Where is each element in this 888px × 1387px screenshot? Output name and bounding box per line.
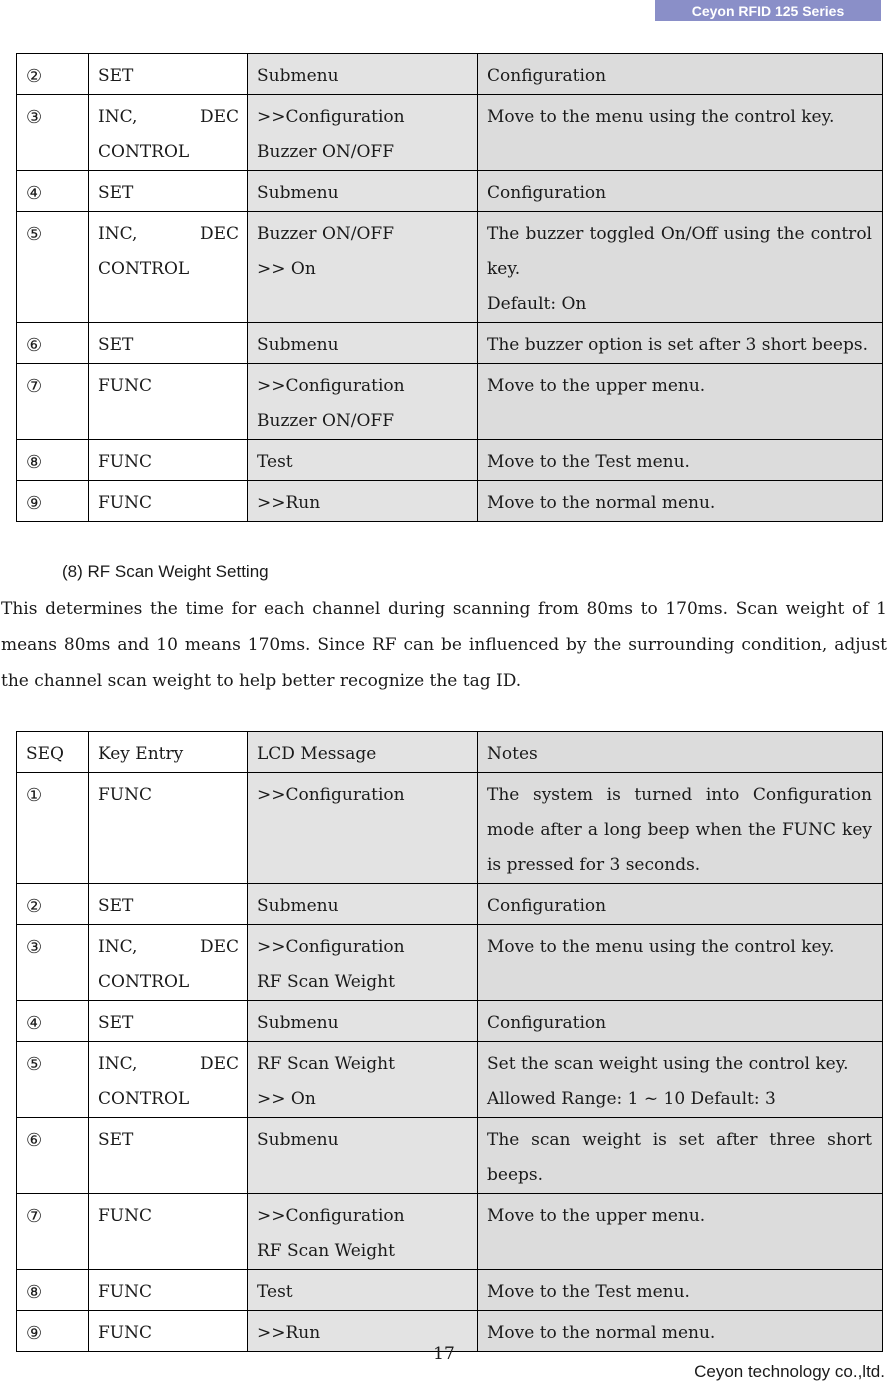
table-row xyxy=(17,212,883,323)
cell-line: SET xyxy=(98,896,134,916)
lcd-message-cell xyxy=(248,884,478,925)
cell-line: Test xyxy=(257,1282,293,1302)
seq-cell: ④ xyxy=(17,171,89,212)
cell-line: Move to the normal menu. xyxy=(487,1323,716,1343)
cell-line: CONTROL xyxy=(98,259,190,279)
header-key-entry: Key Entry xyxy=(89,732,248,773)
table-row xyxy=(17,1118,883,1194)
cell-line: >> On xyxy=(257,259,316,279)
cell-line: RF Scan Weight xyxy=(257,972,395,992)
key-entry-cell xyxy=(89,95,248,171)
seq-cell: ③ xyxy=(17,925,89,1001)
series-badge: Ceyon RFID 125 Series xyxy=(655,0,881,21)
cell-line: FUNC xyxy=(98,1206,153,1226)
key-entry-cell xyxy=(89,1194,248,1270)
table-row xyxy=(17,925,883,1001)
cell-line: >>Configuration xyxy=(257,376,405,396)
cell-line: Move to the menu using the control key. xyxy=(487,937,835,957)
cell-line: Configuration xyxy=(487,66,607,86)
cell-line: The system is turned into Configuration mode after a long beep when the FUNC key is pressed for 3 seconds. xyxy=(487,785,872,875)
key-entry-word: DEC xyxy=(199,937,239,957)
lcd-message-cell xyxy=(248,212,478,323)
notes-cell xyxy=(478,171,883,212)
table-body xyxy=(17,54,883,522)
cell-line: FUNC xyxy=(98,1323,153,1343)
table-row xyxy=(17,171,883,212)
cell-line: Move to the upper menu. xyxy=(487,376,706,396)
table-row xyxy=(17,884,883,925)
key-entry-cell xyxy=(89,1118,248,1194)
cell-line: Set the scan weight using the control key. xyxy=(487,1054,849,1074)
cell-line: >>Configuration xyxy=(257,937,405,957)
seq-cell: ⑦ xyxy=(17,364,89,440)
key-entry-cell xyxy=(89,54,248,95)
cell-line: Test xyxy=(257,452,293,472)
table-row xyxy=(17,481,883,522)
cell-line: Configuration xyxy=(487,896,607,916)
cell-line: SET xyxy=(98,183,134,203)
lcd-message-cell xyxy=(248,1001,478,1042)
seq-cell: ⑥ xyxy=(17,1118,89,1194)
cell-line: Submenu xyxy=(257,1013,339,1033)
key-entry-cell xyxy=(89,171,248,212)
lcd-message-cell xyxy=(248,1042,478,1118)
notes-cell xyxy=(478,212,883,323)
seq-cell: ⑧ xyxy=(17,1270,89,1311)
lcd-message-cell xyxy=(248,323,478,364)
key-entry-cell xyxy=(89,323,248,364)
cell-line: FUNC xyxy=(98,376,153,396)
key-entry-cell xyxy=(89,440,248,481)
seq-cell: ④ xyxy=(17,1001,89,1042)
cell-line: >>Run xyxy=(257,493,321,513)
cell-line: >>Configuration xyxy=(257,785,405,805)
notes-cell xyxy=(478,773,883,884)
key-entry-word: INC, xyxy=(98,107,138,127)
lcd-message-cell xyxy=(248,171,478,212)
seq-cell: ③ xyxy=(17,95,89,171)
seq-cell: ① xyxy=(17,773,89,884)
seq-cell: ⑤ xyxy=(17,1042,89,1118)
section-heading: (8) RF Scan Weight Setting xyxy=(62,562,269,581)
key-entry-word: INC, xyxy=(98,224,138,244)
key-entry-cell xyxy=(89,1042,248,1118)
key-entry-cell xyxy=(89,773,248,884)
notes-cell xyxy=(478,1001,883,1042)
key-entry-cell xyxy=(89,1001,248,1042)
cell-line: FUNC xyxy=(98,493,153,513)
key-sequence-table-buzzer xyxy=(16,53,883,522)
key-entry-line xyxy=(98,1047,239,1082)
lcd-message-cell xyxy=(248,54,478,95)
header-notes: Notes xyxy=(478,732,883,773)
cell-line: Submenu xyxy=(257,183,339,203)
table-row xyxy=(17,1042,883,1118)
seq-cell: ⑨ xyxy=(17,1311,89,1352)
table-row xyxy=(17,1194,883,1270)
notes-cell xyxy=(478,481,883,522)
table-row xyxy=(17,54,883,95)
cell-line: SET xyxy=(98,335,134,355)
cell-line: Buzzer ON/OFF xyxy=(257,142,395,162)
cell-line: CONTROL xyxy=(98,972,190,992)
key-entry-word: DEC xyxy=(199,224,239,244)
cell-line: >>Configuration xyxy=(257,107,405,127)
company-name: Ceyon technology co.,ltd. xyxy=(694,1362,885,1381)
cell-line: Buzzer ON/OFF xyxy=(257,224,395,244)
notes-cell xyxy=(478,1042,883,1118)
cell-line: CONTROL xyxy=(98,142,190,162)
table-row xyxy=(17,364,883,440)
seq-cell: ⑦ xyxy=(17,1194,89,1270)
table-row xyxy=(17,440,883,481)
key-entry-line xyxy=(98,100,239,135)
lcd-message-cell xyxy=(248,1194,478,1270)
notes-cell xyxy=(478,1118,883,1194)
cell-line: Submenu xyxy=(257,896,339,916)
cell-line: Configuration xyxy=(487,183,607,203)
table-row xyxy=(17,1270,883,1311)
lcd-message-cell xyxy=(248,440,478,481)
cell-line: Default: On xyxy=(487,294,587,314)
table-row xyxy=(17,1001,883,1042)
cell-line: Move to the normal menu. xyxy=(487,493,716,513)
key-entry-cell xyxy=(89,925,248,1001)
seq-cell: ⑤ xyxy=(17,212,89,323)
cell-line: RF Scan Weight xyxy=(257,1054,395,1074)
key-entry-word: INC, xyxy=(98,1054,138,1074)
seq-cell: ⑧ xyxy=(17,440,89,481)
section-paragraph: This determines the time for each channel during scanning from 80ms to 170ms. Scan weight of 1 means 80ms and 10 means 170ms. Since RF can be influenced by the surrounding condition, adjust the channel scan weight to help better recognize the tag ID. xyxy=(1,599,887,691)
notes-cell xyxy=(478,54,883,95)
cell-line: The buzzer toggled On/Off using the control key. xyxy=(487,224,872,279)
key-entry-cell xyxy=(89,884,248,925)
lcd-message-cell xyxy=(248,95,478,171)
cell-line: >>Configuration xyxy=(257,1206,405,1226)
key-entry-cell xyxy=(89,1270,248,1311)
seq-cell: ② xyxy=(17,54,89,95)
cell-line: Move to the menu using the control key. xyxy=(487,107,835,127)
key-entry-line xyxy=(98,930,239,965)
cell-line: The scan weight is set after three short beeps. xyxy=(487,1130,872,1185)
cell-line: FUNC xyxy=(98,785,153,805)
key-entry-cell xyxy=(89,212,248,323)
table-row xyxy=(17,773,883,884)
cell-line: Move to the Test menu. xyxy=(487,452,690,472)
lcd-message-cell xyxy=(248,364,478,440)
cell-line: Submenu xyxy=(257,335,339,355)
cell-line: >> On xyxy=(257,1089,316,1109)
cell-line: FUNC xyxy=(98,1282,153,1302)
key-entry-cell xyxy=(89,364,248,440)
cell-line: SET xyxy=(98,66,134,86)
seq-cell: ⑥ xyxy=(17,323,89,364)
cell-line: Submenu xyxy=(257,66,339,86)
notes-cell xyxy=(478,323,883,364)
cell-line: SET xyxy=(98,1013,134,1033)
cell-line: FUNC xyxy=(98,452,153,472)
notes-cell xyxy=(478,1194,883,1270)
cell-line: Configuration xyxy=(487,1013,607,1033)
cell-line: SET xyxy=(98,1130,134,1150)
cell-line: CONTROL xyxy=(98,1089,190,1109)
seq-cell: ⑨ xyxy=(17,481,89,522)
notes-cell xyxy=(478,884,883,925)
key-entry-word: INC, xyxy=(98,937,138,957)
header-seq: SEQ xyxy=(17,732,89,773)
key-sequence-table-rf-scan-weight xyxy=(16,731,883,1352)
cell-line: Buzzer ON/OFF xyxy=(257,411,395,431)
table-row xyxy=(17,95,883,171)
cell-line: The buzzer option is set after 3 short beeps. xyxy=(487,335,868,355)
key-entry-line xyxy=(98,217,239,252)
table-header-row xyxy=(17,732,883,773)
page-number: 17 xyxy=(433,1344,455,1364)
key-entry-cell xyxy=(89,481,248,522)
key-entry-word: DEC xyxy=(199,107,239,127)
notes-cell xyxy=(478,95,883,171)
lcd-message-cell xyxy=(248,1270,478,1311)
lcd-message-cell xyxy=(248,925,478,1001)
cell-line: >>Run xyxy=(257,1323,321,1343)
notes-cell xyxy=(478,364,883,440)
key-entry-word: DEC xyxy=(199,1054,239,1074)
cell-line: Submenu xyxy=(257,1130,339,1150)
seq-cell: ② xyxy=(17,884,89,925)
notes-cell xyxy=(478,440,883,481)
notes-cell xyxy=(478,925,883,1001)
header-lcd-message: LCD Message xyxy=(248,732,478,773)
table-body xyxy=(17,773,883,1352)
notes-cell xyxy=(478,1270,883,1311)
lcd-message-cell xyxy=(248,1118,478,1194)
table-row xyxy=(17,323,883,364)
cell-line: Move to the Test menu. xyxy=(487,1282,690,1302)
cell-line: RF Scan Weight xyxy=(257,1241,395,1261)
lcd-message-cell xyxy=(248,481,478,522)
cell-line: Allowed Range: 1 ~ 10 Default: 3 xyxy=(487,1089,776,1109)
cell-line: Move to the upper menu. xyxy=(487,1206,706,1226)
lcd-message-cell xyxy=(248,773,478,884)
